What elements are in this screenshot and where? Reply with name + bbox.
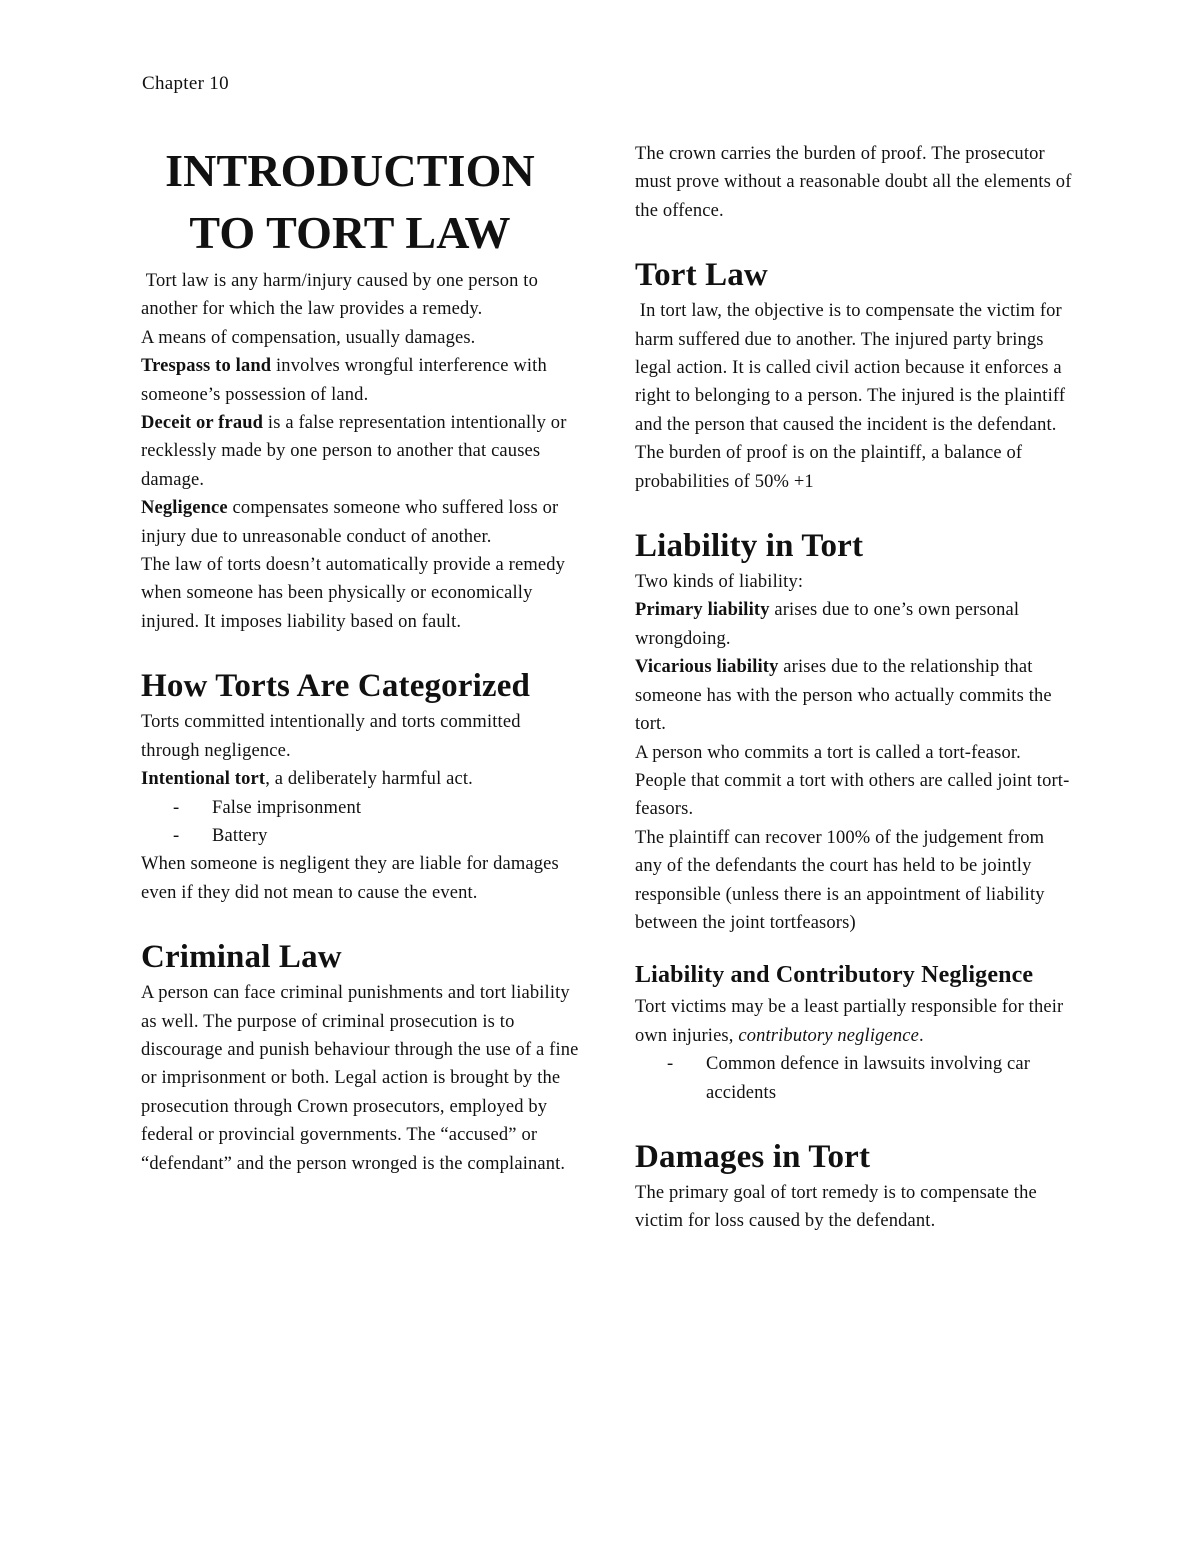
title-line-1: INTRODUCTION	[165, 145, 535, 196]
negligence-paragraph	[141, 494, 581, 551]
vicarious-liability-paragraph	[635, 653, 1075, 738]
recover-paragraph: The plaintiff can recover 100% of the judgement from any of the defendants the court has held to be jointly responsible (unless there is an appointment of liability between the joint tortfeasors)	[635, 827, 1045, 933]
contributory-text: Tort victims may be a least partially responsible for their own injuries,	[635, 997, 1064, 1046]
primary-liability-term: Primary liability	[635, 600, 770, 621]
intentional-tort-list	[141, 794, 581, 851]
criminal-heading: Criminal Law	[141, 939, 342, 976]
spacer	[635, 937, 1075, 957]
liability-heading: Liability in Tort	[635, 528, 864, 565]
spacer	[635, 225, 1075, 253]
list-item	[141, 794, 581, 822]
contributory-term: contributory negligence	[738, 1025, 920, 1046]
chapter-label: Chapter 10	[142, 73, 229, 94]
spacer	[635, 496, 1075, 524]
title-line-2: TO TORT LAW	[189, 207, 511, 258]
bullet-dash: -	[173, 825, 180, 846]
deceit-text: is a false representation intentionally or recklessly made by one person to another that causes damage.	[141, 413, 567, 490]
intentional-term: Intentional tort	[141, 769, 266, 790]
contributory-paragraph	[635, 993, 1075, 1050]
list-item-text: Common defence in lawsuits involving car accidents	[706, 1054, 1031, 1103]
vicarious-liability-text: arises due to the relationship that someone has with the person who actually commits the tort.	[635, 657, 1052, 735]
contributory-list	[635, 1050, 1075, 1107]
right-column	[635, 140, 1075, 1236]
spacer	[141, 636, 581, 664]
tort-feasor-paragraph: A person who commits a tort is called a tort-feasor. People that commit a tort with others are called joint tort-feasors.	[635, 742, 1070, 820]
intentional-text: , a deliberately harmful act.	[265, 769, 473, 790]
liability-intro: Two kinds of liability:	[635, 572, 804, 593]
tort-law-heading: Tort Law	[635, 257, 768, 294]
intro-definition: Tort law is any harm/injury caused by one person to another for which the law provides a remedy.	[141, 271, 543, 320]
spacer	[141, 907, 581, 935]
deceit-term: Deceit or fraud	[141, 413, 264, 434]
negligent-paragraph: When someone is negligent they are liable for damages even if they did not mean to cause the event.	[141, 854, 559, 903]
primary-liability-text: arises due to one’s own personal wrongdoing.	[635, 600, 1020, 649]
spacer	[635, 1107, 1075, 1135]
intentional-paragraph	[141, 765, 581, 793]
primary-liability-paragraph	[635, 596, 1075, 653]
list-item	[635, 1050, 1075, 1107]
contributory-end: .	[919, 1025, 924, 1046]
intro-compensation: A means of compensation, usually damages.	[141, 327, 476, 348]
bullet-dash: -	[667, 1054, 674, 1075]
categorized-intro: Torts committed intentionally and torts committed through negligence.	[141, 712, 521, 761]
negligence-term: Negligence	[141, 498, 228, 519]
categorized-heading: How Torts Are Categorized	[141, 668, 531, 705]
vicarious-liability-term: Vicarious liability	[635, 657, 779, 678]
contributory-heading: Liability and Contributory Negligence	[635, 962, 1034, 989]
negligence-text: compensates someone who suffered loss or injury due to unreasonable conduct of another.	[141, 498, 559, 547]
deceit-paragraph	[141, 409, 581, 494]
damages-heading: Damages in Tort	[635, 1138, 871, 1175]
list-item-text: Battery	[212, 825, 268, 846]
bullet-dash: -	[173, 797, 180, 818]
trespass-text: involves wrongful interference with someone’s possession of land.	[141, 356, 547, 405]
trespass-term: Trespass to land	[141, 356, 272, 377]
list-item-text: False imprisonment	[212, 797, 362, 818]
fault-paragraph: The law of torts doesn’t automatically provide a remedy when someone has been physically or economically injured. It imposes liability based on fault.	[141, 555, 566, 632]
criminal-paragraph: A person can face criminal punishments and tort liability as well. The purpose of criminal prosecution is to discourage and punish behaviour through the use of a fine or imprisonment or both. Legal action is brought by the prosecution through Crown prosecutors, employed by federal or provincial governments. The “accused” or “defendant” and the person wronged is the complainant.	[141, 983, 579, 1174]
page-title	[141, 140, 581, 264]
damages-paragraph: The primary goal of tort remedy is to compensate the victim for loss caused by the defendant.	[635, 1182, 1037, 1232]
crown-paragraph: The crown carries the burden of proof. The prosecutor must prove without a reasonable doubt all the elements of the offence.	[635, 144, 1072, 221]
left-column	[141, 140, 581, 1178]
trespass-paragraph	[141, 352, 581, 409]
tort-law-paragraph: In tort law, the objective is to compensate the victim for harm suffered due to another. The injured party brings legal action. It is called civil action because it enforces a right to belonging to a person. The injured is the plaintiff and the person that caused the incident is the defendant. The burden of proof is on the plaintiff, a balance of probabilities of 50% +1	[635, 301, 1070, 492]
list-item	[141, 822, 581, 850]
